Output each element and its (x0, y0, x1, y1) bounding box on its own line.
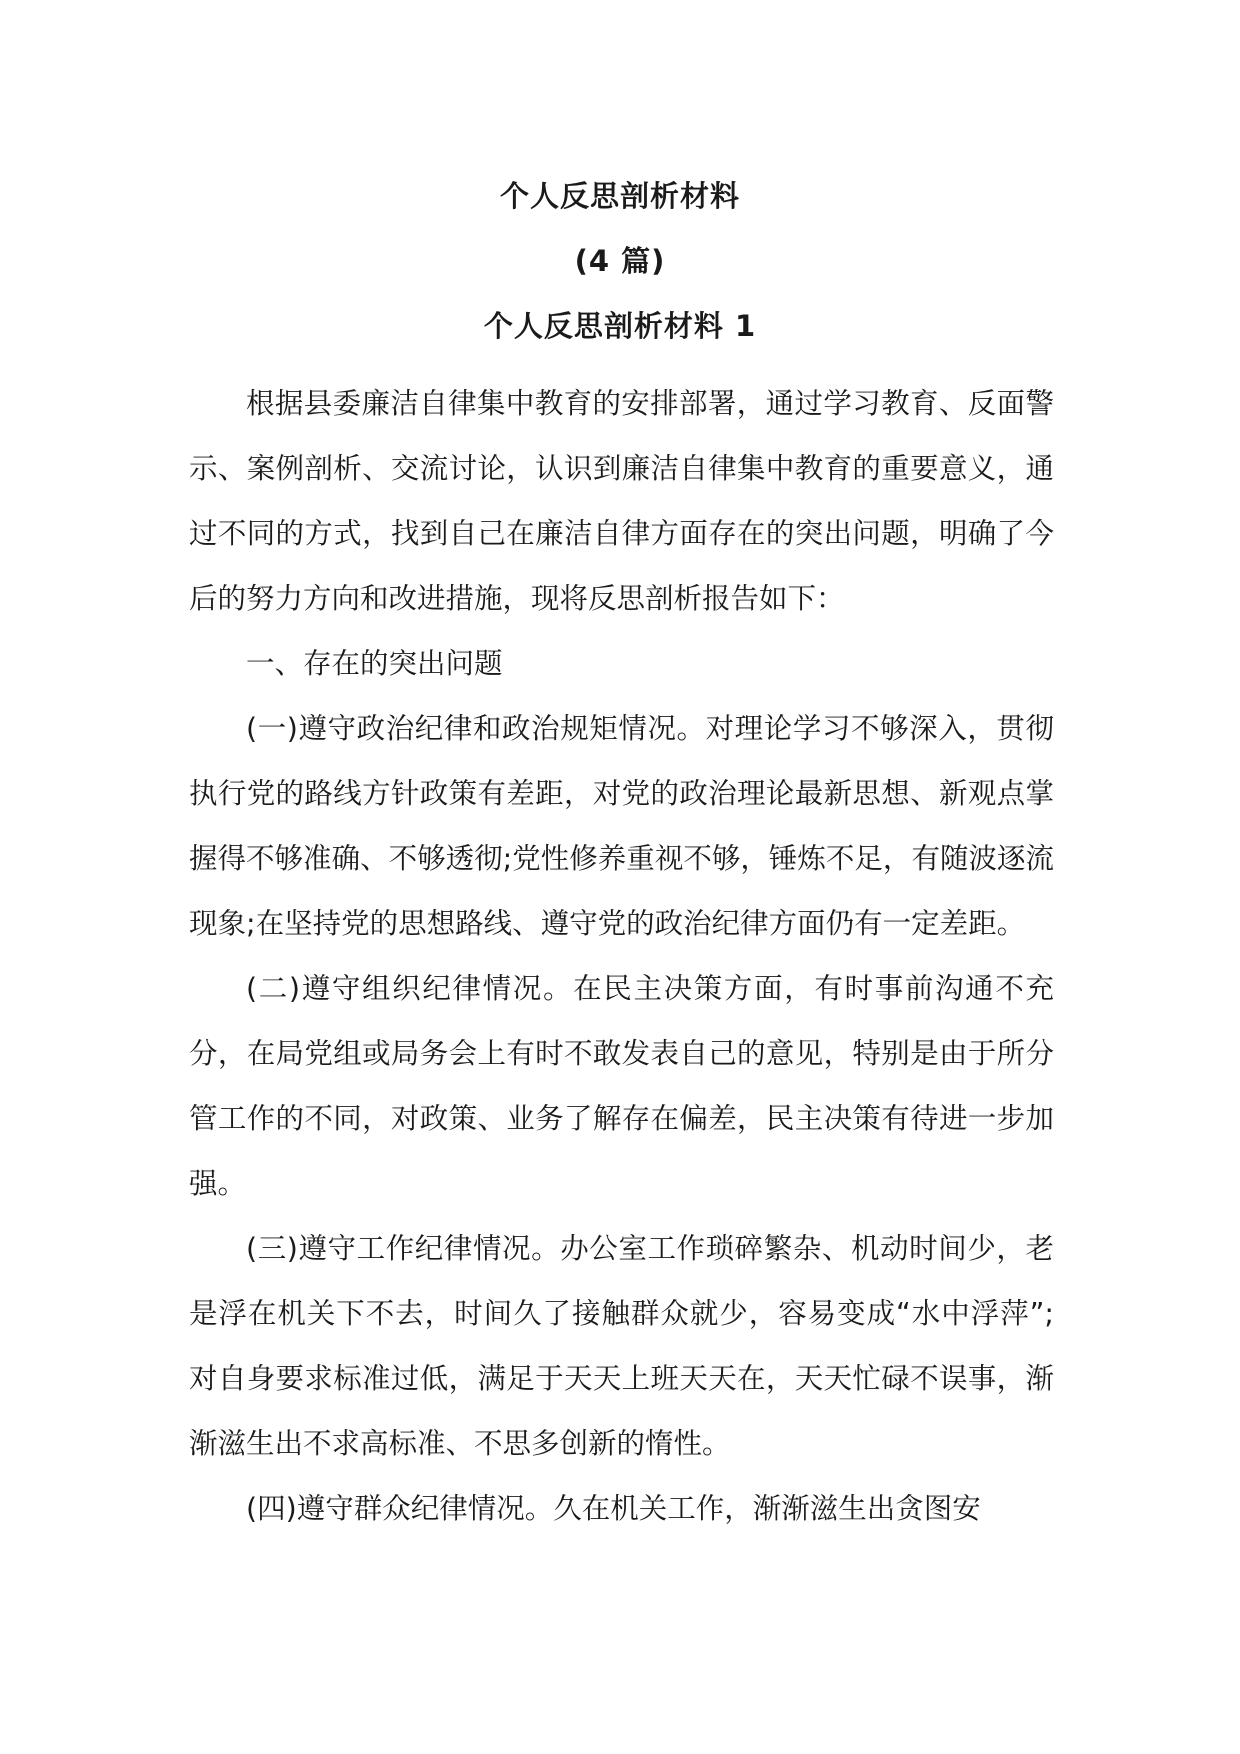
paragraph-work-discipline: (三)遵守工作纪律情况。办公室工作琐碎繁杂、机动时间少，老是浮在机关下不去，时间久了接触群众就少，容易变成“水中浮萍”;对自身要求标准过低，满足于天天上班天天在，天天忙碌不误事，渐渐滋生出不求高标准、不思多创新的惰性。 (189, 1232, 1054, 1460)
document-subtitle: (4 篇) (574, 244, 666, 278)
paragraph-political-discipline: (一)遵守政治纪律和政治规矩情况。对理论学习不够深入，贯彻执行党的路线方针政策有差距，对党的政治理论最新思想、新观点掌握得不够准确、不够透彻;党性修养重视不够，锤炼不足，有随波逐流现象;在坚持党的思想路线、遵守党的政治纪律方面仍有一定差距。 (189, 712, 1054, 940)
paragraph-organizational-discipline: (二)遵守组织纪律情况。在民主决策方面，有时事前沟通不充分，在局党组或局务会上有时不敢发表自己的意见，特别是由于所分管工作的不同，对政策、业务了解存在偏差，民主决策有待进一步加强。 (189, 972, 1054, 1200)
document-title: 个人反思剖析材料 (499, 179, 740, 213)
paragraph-intro: 根据县委廉洁自律集中教育的安排部署，通过学习教育、反面警示、案例剖析、交流讨论，认识到廉洁自律集中教育的重要意义，通过不同的方式，找到自己在廉洁自律方面存在的突出问题，明确了今后的努力方向和改进措施，现将反思剖析报告如下： (189, 387, 1054, 615)
paragraph-heading-problems: 一、存在的突出问题 (246, 647, 503, 680)
document-body (189, 371, 1054, 1541)
paragraph-mass-discipline: (四)遵守群众纪律情况。久在机关工作，渐渐滋生出贪图安 (246, 1492, 981, 1525)
section-title: 个人反思剖析材料 1 (483, 309, 757, 343)
